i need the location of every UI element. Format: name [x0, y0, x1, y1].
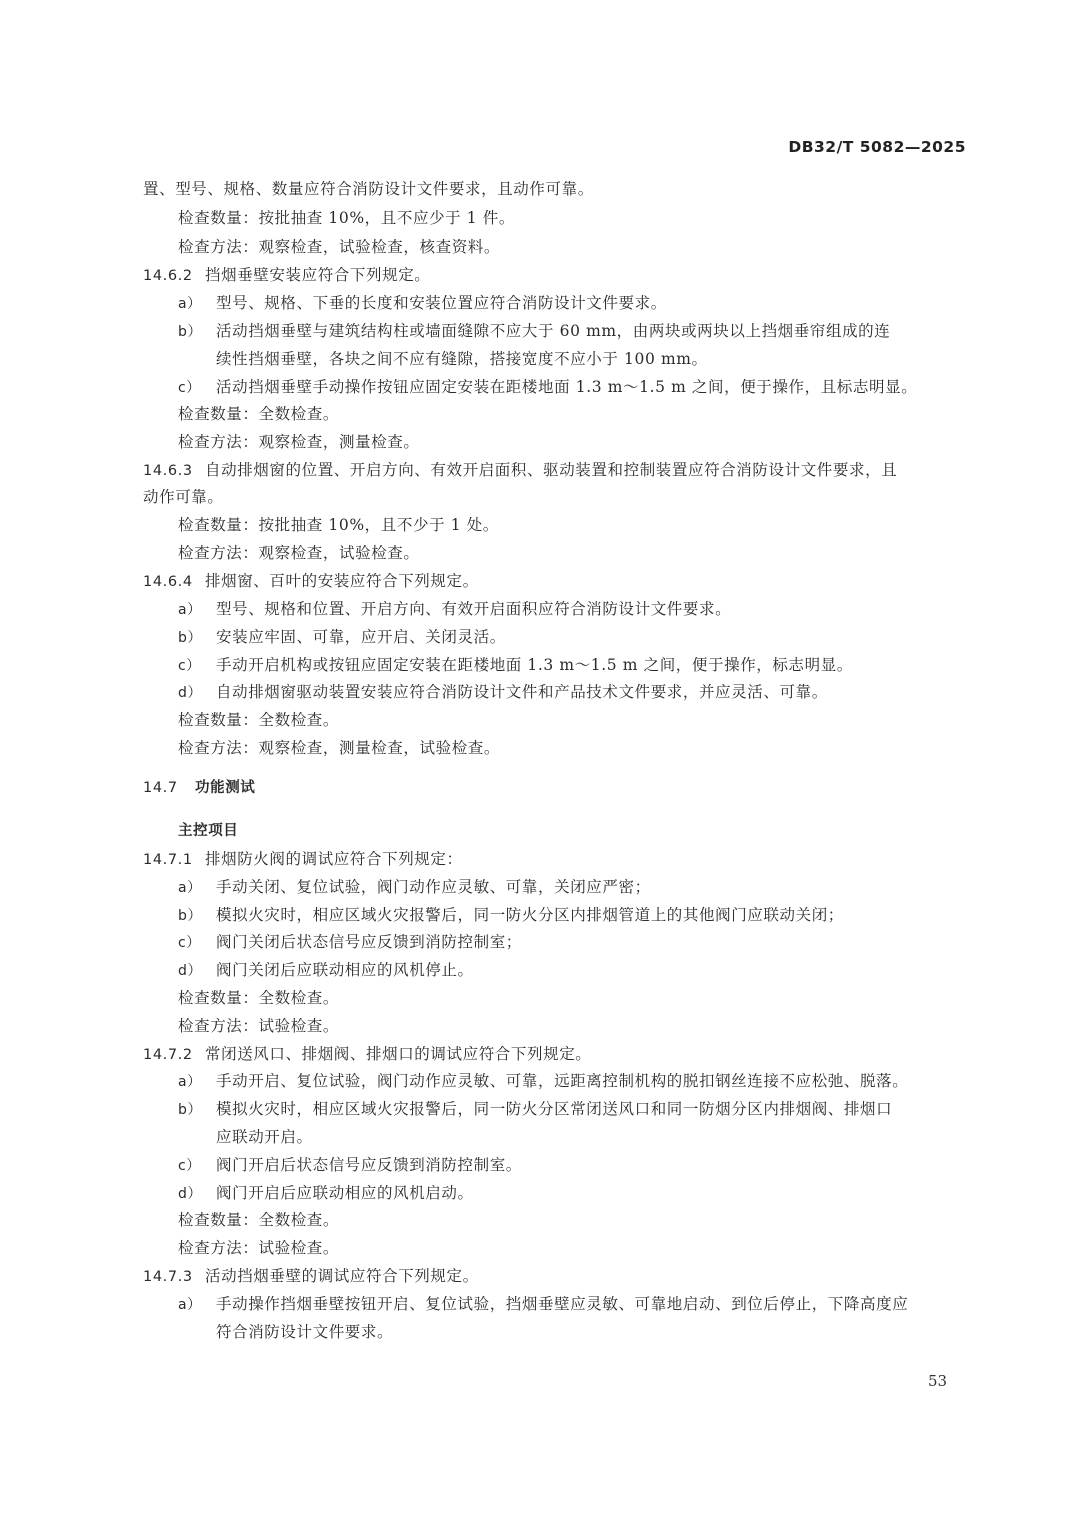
item-marker: d）	[178, 963, 203, 979]
item-text-continued: 符合消防设计文件要求。	[216, 1323, 394, 1341]
clause-number: 14.7.2	[143, 1047, 193, 1063]
inspection-quantity: 检查数量：全数检查。	[178, 989, 340, 1007]
clause-14-6-3	[143, 457, 968, 484]
item-marker: b）	[178, 1102, 203, 1118]
clause-text: 常闭送风口、排烟阀、排烟口的调试应符合下列规定。	[205, 1045, 592, 1063]
list-item	[178, 374, 1003, 401]
clause-number: 14.7.3	[143, 1269, 193, 1285]
item-marker: c）	[178, 380, 201, 396]
clause-text: 自动排烟窗的位置、开启方向、有效开启面积、驱动装置和控制装置应符合消防设计文件要求，且	[205, 461, 898, 479]
clause-text: 活动挡烟垂壁的调试应符合下列规定。	[205, 1267, 479, 1285]
inspection-quantity: 检查数量：按批抽查 10%，且不少于 1 处。	[178, 516, 499, 534]
list-item	[178, 596, 1003, 623]
clause-14-7-2	[143, 1041, 968, 1068]
item-marker: b）	[178, 630, 203, 646]
item-marker: a）	[178, 880, 202, 896]
inspection-quantity: 检查数量：按批抽查 10%，且不应少于 1 件。	[178, 209, 515, 227]
item-text-continued: 应联动开启。	[216, 1128, 313, 1146]
item-text: 手动关闭、复位试验，阀门动作应灵敏、可靠，关闭应严密；	[216, 878, 651, 896]
item-text: 活动挡烟垂壁与建筑结构柱或墙面缝隙不应大于 60 mm，由两块或两块以上挡烟垂帘组成的连	[216, 322, 891, 340]
item-text: 型号、规格、下垂的长度和安装位置应符合消防设计文件要求。	[216, 294, 667, 312]
clause-text: 挡烟垂壁安装应符合下列规定。	[205, 266, 431, 284]
item-text: 安装应牢固、可靠，应开启、关闭灵活。	[216, 628, 506, 646]
list-item	[178, 1068, 1003, 1095]
item-marker: a）	[178, 296, 202, 312]
list-item	[178, 1180, 1003, 1207]
inspection-method: 检查方法：观察检查，测量检查。	[178, 433, 420, 451]
item-text: 阀门开启后状态信号应反馈到消防控制室。	[216, 1156, 522, 1174]
clause-14-6-4	[143, 568, 968, 595]
clause-number: 14.6.2	[143, 268, 193, 284]
clause-text-continued: 动作可靠。	[143, 488, 224, 506]
item-text: 模拟火灾时，相应区域火灾报警后，同一防火分区内排烟管道上的其他阀门应联动关闭；	[216, 906, 844, 924]
clause-14-7-1	[143, 846, 968, 873]
page-number: 53	[928, 1372, 948, 1390]
section-heading-14-7	[143, 775, 968, 801]
item-marker: a）	[178, 1074, 202, 1090]
item-text: 型号、规格和位置、开启方向、有效开启面积应符合消防设计文件要求。	[216, 600, 732, 618]
clause-number: 14.6.4	[143, 574, 193, 590]
item-marker: b）	[178, 324, 203, 340]
inspection-quantity: 检查数量：全数检查。	[178, 1211, 340, 1229]
clause-number: 14.6.3	[143, 463, 193, 479]
inspection-method: 检查方法：试验检查。	[178, 1239, 340, 1257]
inspection-quantity: 检查数量：全数检查。	[178, 711, 340, 729]
clause-14-7-3	[143, 1263, 968, 1290]
inspection-method: 检查方法：试验检查。	[178, 1017, 340, 1035]
document-code: DB32/T 5082—2025	[788, 138, 966, 156]
list-item	[178, 874, 1003, 901]
item-text: 活动挡烟垂壁手动操作按钮应固定安装在距楼地面 1.3 m～1.5 m 之间，便于操作，且标志明显。	[216, 378, 918, 396]
list-item	[178, 929, 1003, 956]
list-item	[178, 652, 1003, 679]
list-item	[178, 1096, 1003, 1123]
list-item	[178, 290, 1003, 317]
inspection-method: 检查方法：观察检查，测量检查，试验检查。	[178, 739, 501, 757]
list-item	[178, 1291, 1003, 1318]
inspection-method: 检查方法：观察检查，试验检查，核查资料。	[178, 238, 501, 256]
item-text: 手动开启机构或按钮应固定安装在距楼地面 1.3 m～1.5 m 之间，便于操作，标志明显。	[216, 656, 853, 674]
item-marker: b）	[178, 908, 203, 924]
item-text: 模拟火灾时，相应区域火灾报警后，同一防火分区常闭送风口和同一防烟分区内排烟阀、排烟口	[216, 1100, 893, 1118]
item-text: 自动排烟窗驱动装置安装应符合消防设计文件和产品技术文件要求，并应灵活、可靠。	[216, 683, 828, 701]
clause-text: 排烟防火阀的调试应符合下列规定：	[205, 850, 463, 868]
item-text: 阀门关闭后应联动相应的风机停止。	[216, 961, 474, 979]
paragraph-line: 置、型号、规格、数量应符合消防设计文件要求，且动作可靠。	[143, 180, 594, 198]
section-number: 14.7	[143, 780, 178, 796]
item-text-continued: 续性挡烟垂壁，各块之间不应有缝隙，搭接宽度不应小于 100 mm。	[216, 350, 708, 368]
item-marker: d）	[178, 685, 203, 701]
list-item	[178, 679, 1003, 706]
item-marker: c）	[178, 1158, 201, 1174]
list-item	[178, 1152, 1003, 1179]
clause-14-6-2	[143, 262, 968, 289]
list-item	[178, 957, 1003, 984]
clause-text: 排烟窗、百叶的安装应符合下列规定。	[205, 572, 479, 590]
list-item	[178, 318, 1003, 345]
item-marker: a）	[178, 602, 202, 618]
clause-number: 14.7.1	[143, 852, 193, 868]
item-marker: a）	[178, 1297, 202, 1313]
item-marker: c）	[178, 935, 201, 951]
item-text: 阀门关闭后状态信号应反馈到消防控制室；	[216, 933, 522, 951]
item-text: 手动操作挡烟垂壁按钮开启、复位试验，挡烟垂壁应灵敏、可靠地启动、到位后停止，下降高度应	[216, 1295, 909, 1313]
item-text: 阀门开启后应联动相应的风机启动。	[216, 1184, 474, 1202]
inspection-method: 检查方法：观察检查，试验检查。	[178, 544, 420, 562]
section-title: 功能测试	[195, 780, 256, 796]
list-item	[178, 902, 1003, 929]
item-text: 手动开启、复位试验，阀门动作应灵敏、可靠，远距离控制机构的脱扣钢丝连接不应松弛、脱落。	[216, 1072, 909, 1090]
inspection-quantity: 检查数量：全数检查。	[178, 405, 340, 423]
list-item	[178, 624, 1003, 651]
item-marker: d）	[178, 1186, 203, 1202]
subheading-main-items: 主控项目	[178, 823, 239, 839]
item-marker: c）	[178, 658, 201, 674]
